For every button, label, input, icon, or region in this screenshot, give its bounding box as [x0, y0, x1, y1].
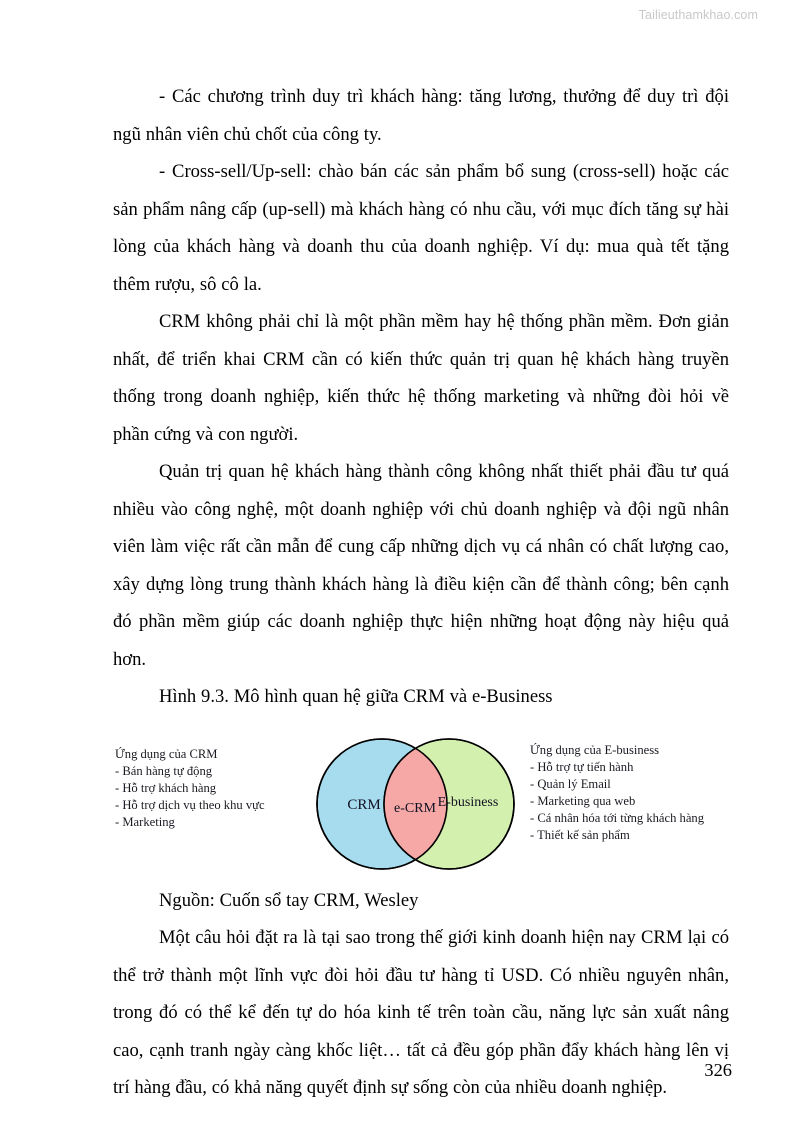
ebusiness-list-item-3: - Marketing qua web [530, 793, 636, 808]
ebusiness-list-header: Ứng dụng của E-business [530, 742, 660, 757]
crm-list-header: Ứng dụng của CRM [115, 746, 218, 761]
figure-caption: Hình 9.3. Mô hình quan hệ giữa CRM và e-Business [159, 686, 553, 707]
page-number: 326 [704, 1060, 732, 1080]
crm-list-item-1: - Bán hàng tự động [115, 763, 213, 778]
venn-label-ecrm: e-CRM [394, 800, 436, 816]
paragraph-4: Quản trị quan hệ khách hàng thành công không nhất thiết phải đầu tư quá nhiều vào công nghệ, một doanh nghiệp với chủ doanh nghiệp và đội ngũ nhân viên làm việc rất cần mẫn để cung cấp những dịch vụ cá nhân có chất lượng cao, xây dựng lòng trung thành khách hàng là điều kiện cần để thành công; bên cạnh đó phần mềm giúp các doanh nghiệp thực hiện những hoạt động này hiệu quả hơn. [113, 461, 729, 670]
ebusiness-list-item-4: - Cá nhân hóa tới từng khách hàng [530, 810, 705, 825]
ebusiness-list-item-1: - Hỗ trợ tự tiến hành [530, 759, 634, 774]
venn-label-ebusiness: E-business [437, 794, 499, 810]
paragraph-closing: Một câu hỏi đặt ra là tại sao trong thế giới kinh doanh hiện nay CRM lại có thể trở thành một lĩnh vực đòi hỏi đầu tư hàng tỉ USD. Có nhiều nguyên nhân, trong đó có thể kể đến tự do hóa kinh tế trên toàn cầu, năng lực sản xuất nâng cao, cạnh tranh ngày càng khốc liệt… tất cả đều góp phần đẩy khách hàng lên vị trí hàng đầu, có khả năng quyết định sự sống còn của nhiều doanh nghiệp. [113, 927, 729, 1098]
crm-applications-list [115, 746, 265, 831]
paragraph-3: CRM không phải chỉ là một phần mềm hay hệ thống phần mềm. Đơn giản nhất, để triển khai CRM cần có kiến thức quản trị quan hệ khách hàng truyền thống trong doanh nghiệp, kiến thức hệ thống marketing và những đòi hỏi về phần cứng và con người. [113, 311, 729, 445]
venn-figure [113, 730, 729, 882]
paragraph-1: - Các chương trình duy trì khách hàng: tăng lương, thưởng để duy trì đội ngũ nhân viên chủ chốt của công ty. [113, 86, 729, 145]
venn-diagram [294, 730, 539, 878]
crm-list-item-2: - Hỗ trợ khách hàng [115, 780, 217, 795]
venn-label-crm: CRM [347, 796, 381, 813]
watermark-text: Tailieuthamkhao.com [638, 8, 758, 22]
figure-source: Nguồn: Cuốn sổ tay CRM, Wesley [159, 889, 419, 911]
crm-list-item-4: - Marketing [115, 814, 175, 829]
ebusiness-list-item-5: - Thiết kế sản phẩm [530, 827, 630, 842]
crm-list-item-3: - Hỗ trợ dịch vụ theo khu vực [115, 797, 265, 812]
ebusiness-applications-list [530, 742, 704, 845]
ebusiness-list-item-2: - Quản lý Email [530, 776, 611, 791]
text-column [113, 78, 729, 1107]
paragraph-2: - Cross-sell/Up-sell: chào bán các sản phẩm bổ sung (cross-sell) hoặc các sản phẩm nâng cấp (up-sell) mà khách hàng có nhu cầu, với mục đích tăng sự hài lòng của khách hàng và doanh thu của doanh nghiệp. Ví dụ: mua quà tết tặng thêm rượu, sô cô la. [113, 161, 729, 295]
